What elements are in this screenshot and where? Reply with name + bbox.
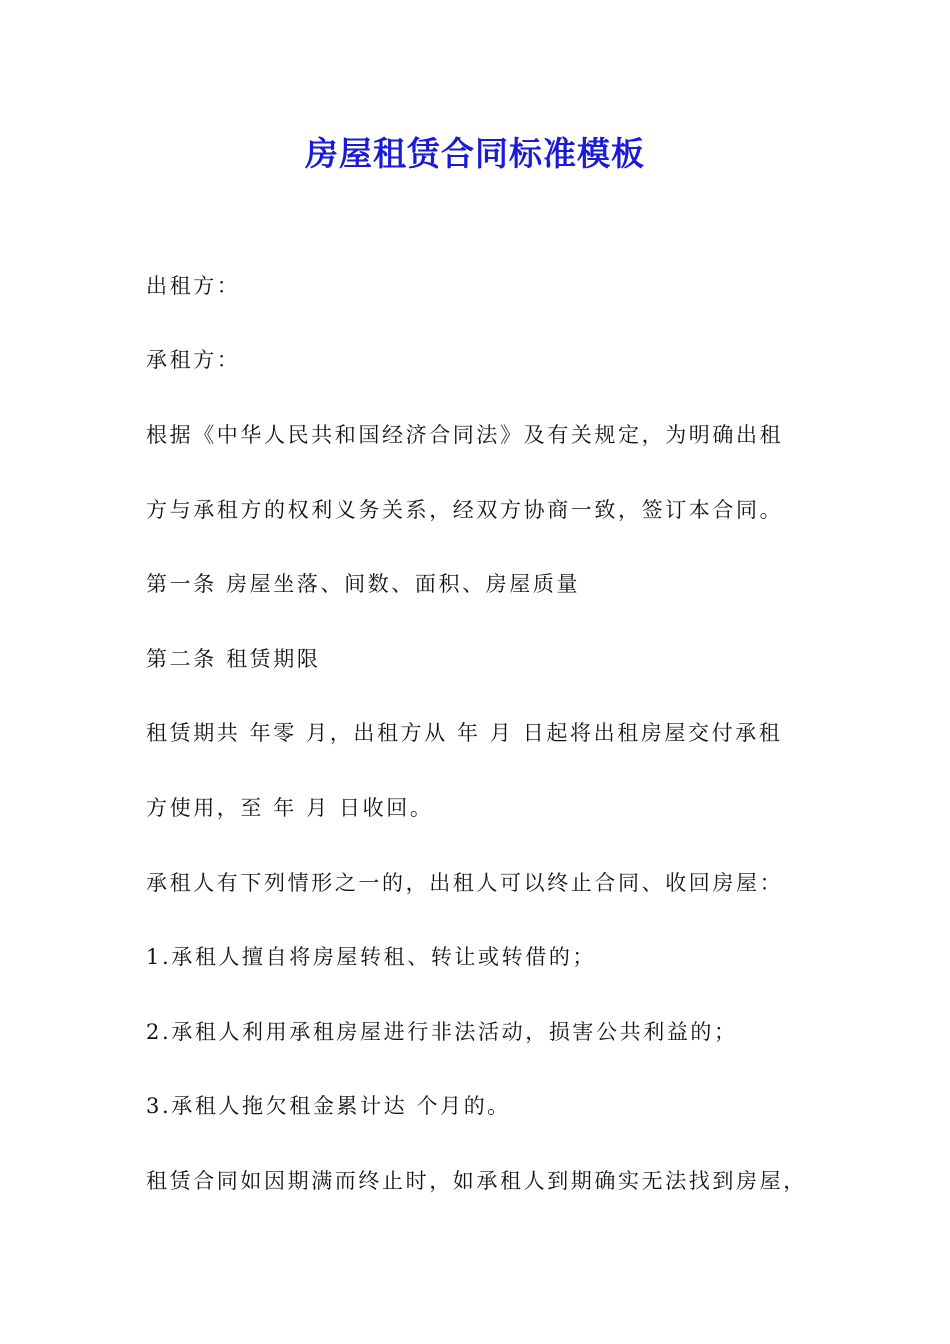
article-heading: 第一条 房屋坐落、间数、面积、房屋质量	[146, 572, 581, 596]
paragraph-line: 方与承租方的权利义务关系，经双方协商一致，签订本合同。	[146, 498, 784, 522]
article-heading: 第二条 租赁期限	[146, 647, 321, 671]
lessee-label: 承租方：	[146, 348, 241, 372]
paragraph-line: 租赁期共 年零 月，出租方从 年 月 日起将出租房屋交付承租	[146, 721, 783, 745]
paragraph-line: 方使用，至 年 月 日收回。	[146, 796, 434, 820]
paragraph-line: 根据《中华人民共和国经济合同法》及有关规定，为明确出租	[146, 423, 784, 447]
paragraph-line: 租赁合同如因期满而终止时，如承租人到期确实无法找到房屋，	[146, 1169, 807, 1193]
list-item: 1.承租人擅自将房屋转租、转让或转借的；	[146, 945, 597, 969]
paragraph-line: 承租人有下列情形之一的，出租人可以终止合同、收回房屋：	[146, 871, 784, 895]
list-item: 3.承租人拖欠租金累计达 个月的。	[146, 1094, 511, 1118]
list-item: 2.承租人利用承租房屋进行非法活动，损害公共利益的；	[146, 1020, 738, 1044]
lessor-label: 出租方：	[146, 274, 241, 298]
document-title: 房屋租赁合同标准模板	[305, 134, 645, 173]
